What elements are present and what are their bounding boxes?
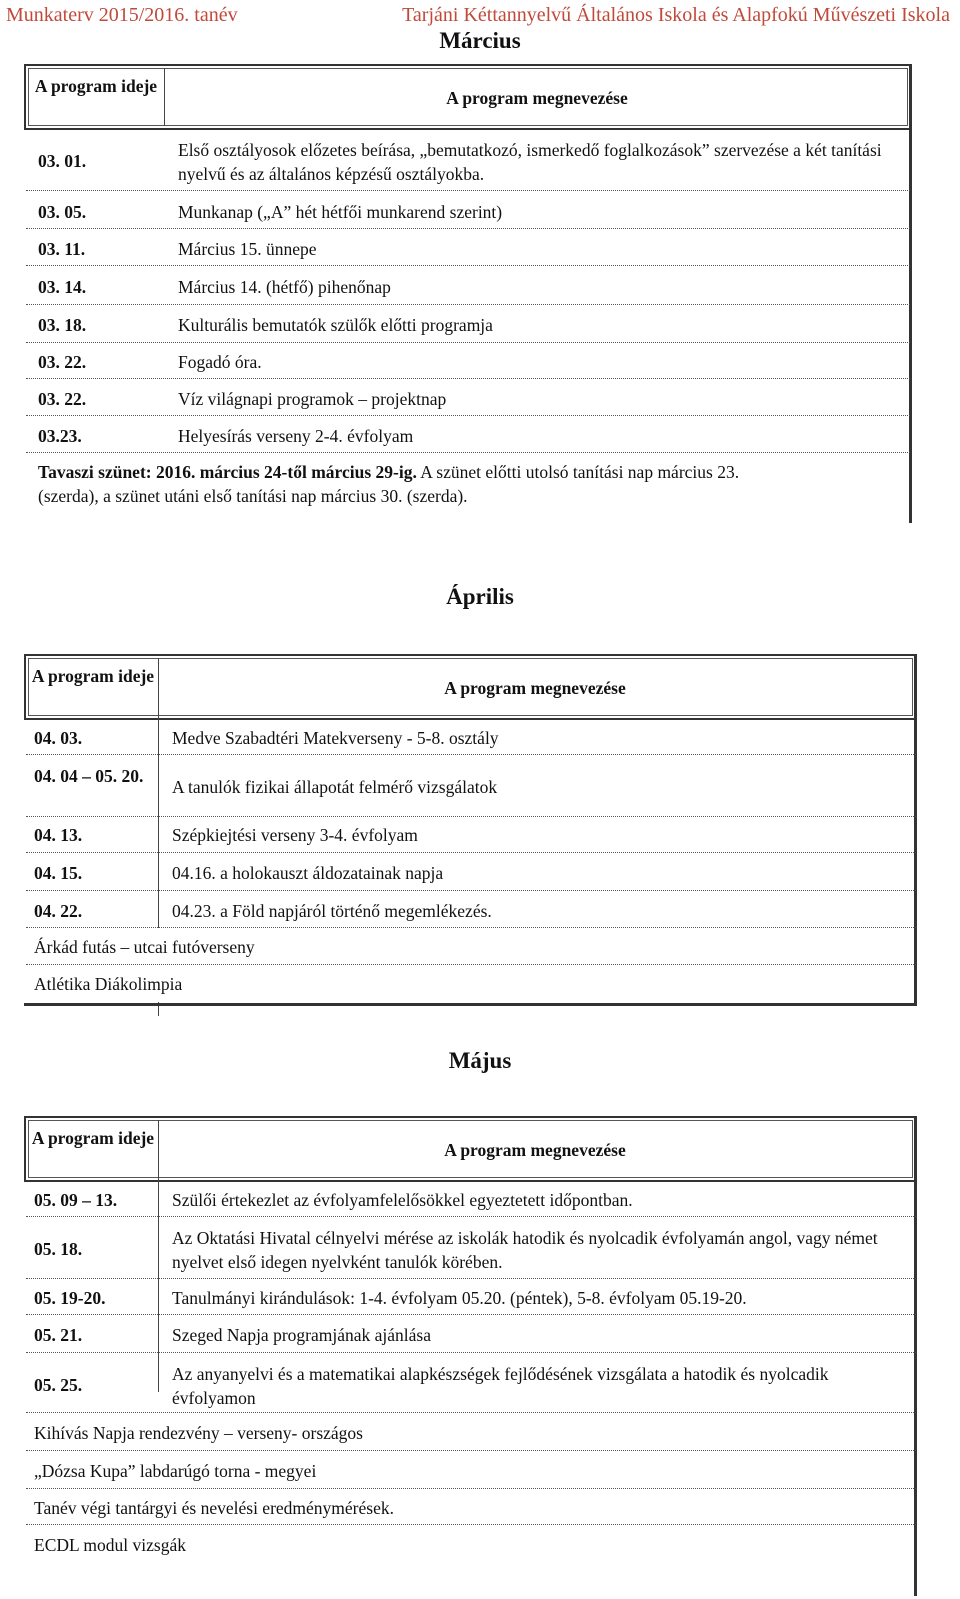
full-row-text: ECDL modul vizsgák bbox=[34, 1535, 186, 1555]
row-text: Helyesírás verseny 2-4. évfolyam bbox=[178, 426, 414, 446]
row-text: Március 14. (hétfő) pihenőnap bbox=[178, 277, 391, 297]
row-text: Fogadó óra. bbox=[178, 352, 262, 372]
column-header-name: A program megnevezése bbox=[444, 1140, 626, 1160]
row-text: Tanulmányi kirándulások: 1-4. évfolyam 05.20. (péntek), 5-8. évfolyam 05.19-20. bbox=[172, 1288, 747, 1308]
row-date: 04. 22. bbox=[34, 901, 83, 921]
row-text: Szépkiejtési verseny 3-4. évfolyam bbox=[172, 825, 418, 845]
row-text: 04.23. a Föld napjáról történő megemlékezés. bbox=[172, 901, 492, 921]
row-text: 04.16. a holokauszt áldozatainak napja bbox=[172, 863, 444, 883]
row-date: 03. 14. bbox=[38, 277, 87, 297]
row-date: 03.23. bbox=[38, 426, 82, 446]
table-march bbox=[24, 64, 932, 523]
row-date: 04. 15. bbox=[34, 863, 83, 883]
column-header-date: A program ideje bbox=[31, 1128, 155, 1148]
spring-break-note-rest: A szünet előtti utolsó tanítási nap március 23. bbox=[416, 462, 740, 482]
row-date: 04. 04 – 05. 20. bbox=[34, 766, 144, 786]
column-header-name: A program megnevezése bbox=[444, 678, 626, 698]
month-title-may: Május bbox=[448, 1048, 512, 1073]
table-april bbox=[24, 664, 937, 1016]
full-row-text: Árkád futás – utcai futóverseny bbox=[34, 937, 255, 957]
row-date: 04. 03. bbox=[34, 728, 83, 748]
row-date: 05. 21. bbox=[34, 1325, 83, 1345]
row-date: 04. 13. bbox=[34, 825, 83, 845]
full-row-text: Kihívás Napja rendezvény – verseny- országos bbox=[34, 1423, 363, 1443]
row-date: 05. 25. bbox=[34, 1375, 83, 1395]
row-date: 03. 01. bbox=[38, 151, 87, 171]
row-text: Az anyanyelvi és a matematikai alapkészségek fejlődésének vizsgálata a hatodik és nyolcadik évfolyamon bbox=[172, 1364, 829, 1408]
row-text: Március 15. ünnepe bbox=[178, 239, 317, 259]
row-text: Víz világnapi programok – projektnap bbox=[178, 389, 447, 409]
table-may bbox=[24, 1128, 937, 1596]
full-row-text: Atlétika Diákolimpia bbox=[34, 974, 183, 994]
row-text: Munkanap („A” hét hétfői munkarend szerint) bbox=[178, 202, 503, 222]
spring-break-note-bold: Tavaszi szünet: 2016. március 24-től március 29-ig. bbox=[38, 462, 417, 482]
row-date: 03. 11. bbox=[38, 239, 86, 259]
month-title-april: Április bbox=[446, 584, 514, 609]
full-row-text: „Dózsa Kupa” labdarúgó torna - megyei bbox=[34, 1461, 317, 1481]
document-header-right: Tarjáni Kéttannyelvű Általános Iskola és Alapfokú Művészeti Iskola bbox=[402, 4, 950, 26]
row-text: Szeged Napja programjának ajánlása bbox=[172, 1325, 431, 1345]
row-text: Medve Szabadtéri Matekverseny - 5-8. osztály bbox=[172, 728, 499, 748]
column-header-date: A program ideje bbox=[34, 76, 158, 96]
row-date: 05. 19-20. bbox=[34, 1288, 106, 1308]
column-header-name: A program megnevezése bbox=[446, 88, 628, 108]
row-date: 03. 18. bbox=[38, 315, 87, 335]
row-date: 03. 22. bbox=[38, 389, 87, 409]
full-row-text: Tanév végi tantárgyi és nevelési eredménymérések. bbox=[34, 1498, 394, 1518]
row-text: Szülői értekezlet az évfolyamfelelősökkel egyeztetett időpontban. bbox=[172, 1190, 633, 1210]
row-date: 05. 18. bbox=[34, 1239, 83, 1259]
spring-break-note-rest-2: (szerda), a szünet utáni első tanítási nap március 30. (szerda). bbox=[38, 486, 468, 506]
column-header-date: A program ideje bbox=[31, 666, 155, 686]
row-text: A tanulók fizikai állapotát felmérő vizsgálatok bbox=[172, 777, 498, 797]
spring-break-note bbox=[38, 460, 904, 508]
row-text: Első osztályosok előzetes beírása, „bemutatkozó, ismerkedő foglalkozások” szervezése a két tanítási nyelvű és az általános képzésű osztályokba. bbox=[178, 140, 882, 184]
row-date: 03. 05. bbox=[38, 202, 87, 222]
document-header-left: Munkaterv 2015/2016. tanév bbox=[6, 4, 238, 26]
row-text: Kulturális bemutatók szülők előtti programja bbox=[178, 315, 493, 335]
row-date: 03. 22. bbox=[38, 352, 87, 372]
month-title-march: Március bbox=[439, 28, 521, 53]
row-text: Az Oktatási Hivatal célnyelvi mérése az iskolák hatodik és nyolcadik évfolyamán angol, vagy német nyelvet első idegen nyelvként tanulók körében. bbox=[172, 1228, 878, 1272]
row-date: 05. 09 – 13. bbox=[34, 1190, 118, 1210]
